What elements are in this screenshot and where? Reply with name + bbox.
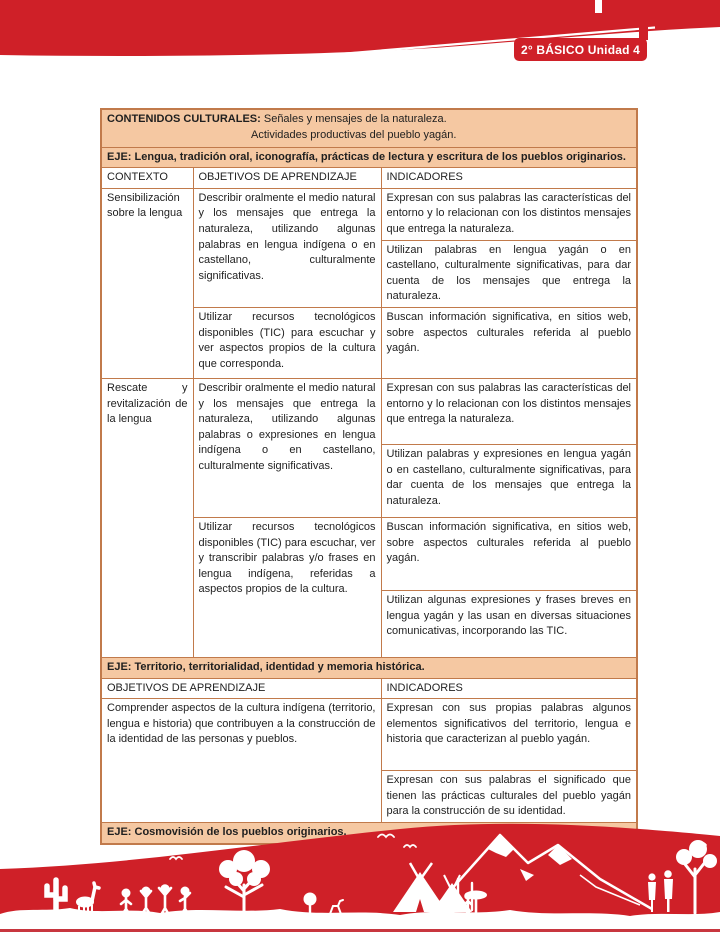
indicator-c1: Expresan con sus palabras las características del entorno y lo relacionan con los distintos mensajes que entrega la naturaleza. bbox=[381, 378, 637, 444]
eje1-cell: EJE: Lengua, tradición oral, iconografía, prácticas de lectura y escritura de los pueblos originarios. bbox=[101, 147, 637, 168]
col-indicadores: INDICADORES bbox=[381, 168, 637, 189]
table-row bbox=[101, 188, 637, 240]
objective-d: Utilizar recursos tecnológicos disponibles (TIC) para escuchar, ver y transcribir palabras y/o frases en lengua indígena, referidas a aspectos propios de la cultura. bbox=[193, 517, 381, 657]
unit-badge-label: 2° BÁSICO Unidad 4 bbox=[520, 42, 641, 57]
indicator-b1: Buscan información significativa, en sitios web, sobre aspectos culturales referida al pueblo yagán. bbox=[381, 307, 637, 378]
indicator-a1: Expresan con sus palabras las características del entorno y lo relacionan con los distintos mensajes que entrega la naturaleza. bbox=[381, 188, 637, 240]
col-objetivos: OBJETIVOS DE APRENDIZAJE bbox=[193, 168, 381, 189]
header-wave bbox=[0, 0, 720, 70]
objective-e: Comprender aspectos de la cultura indígena (territorio, lengua e historia) que contribuyen a la construcción de la identidad de las personas y pueblos. bbox=[101, 699, 381, 823]
eje2-row bbox=[101, 657, 637, 678]
eje3-cell: EJE: Cosmovisión de los pueblos originarios. bbox=[101, 823, 637, 844]
table-row bbox=[101, 699, 637, 771]
indicator-e2: Expresan con sus palabras el significado que tienen las prácticas culturales del pueblo yagán para la construcción de su identidad. bbox=[381, 771, 637, 823]
objective-b: Utilizar recursos tecnológicos disponibles (TIC) para escuchar y ver aspectos propios de la cultura que corresponda. bbox=[193, 307, 381, 378]
column-header-row-2 bbox=[101, 678, 637, 699]
column-header-row-1 bbox=[101, 168, 637, 189]
eje2-cell: EJE: Territorio, territorialidad, identidad y memoria histórica. bbox=[101, 657, 637, 678]
context-rescate: Rescate y revitalización de la lengua bbox=[101, 378, 193, 657]
contenidos-label: CONTENIDOS CULTURALES: bbox=[107, 113, 261, 125]
indicator-e1: Expresan con sus propias palabras algunos elementos significativos del territorio, lengua e historia que caracterizan al pueblo yagán. bbox=[381, 699, 637, 771]
col-contexto: CONTEXTO bbox=[101, 168, 193, 189]
col-objetivos-2: OBJETIVOS DE APRENDIZAJE bbox=[101, 678, 381, 699]
contenidos-line2: Actividades productivas del pueblo yagán. bbox=[251, 128, 457, 141]
indicator-a2: Utilizan palabras en lengua yagán o en castellano, culturalmente significativas, para dar cuenta de los mensajes que entrega la naturaleza. bbox=[381, 240, 637, 307]
context-sensibilizacion: Sensibilización sobre la lengua bbox=[101, 188, 193, 378]
footer-graphic bbox=[0, 817, 720, 932]
col-indicadores-2: INDICADORES bbox=[381, 678, 637, 699]
contenidos-cell bbox=[101, 109, 637, 147]
objective-a: Describir oralmente el medio natural y los mensajes que entrega la naturaleza, utilizando algunas palabras en lengua indígena o en castellano, culturalmente significativas. bbox=[193, 188, 381, 307]
indicator-d1: Buscan información significativa, en sitios web, sobre aspectos culturales referida al pueblo yagán. bbox=[381, 517, 637, 590]
eje1-row bbox=[101, 147, 637, 168]
table-row bbox=[101, 378, 637, 444]
curriculum-table bbox=[100, 108, 638, 845]
header-notch bbox=[595, 0, 602, 13]
contenidos-row bbox=[101, 109, 637, 147]
unit-badge bbox=[514, 38, 647, 61]
indicator-d2: Utilizan algunas expresiones y frases breves en lengua yagán y las usan en diversas situaciones comunicativas, incorporando las TIC. bbox=[381, 590, 637, 657]
objective-c: Describir oralmente el medio natural y los mensajes que entrega la naturaleza, utilizando algunas palabras o expresiones en lengua indígena o en castellano, culturalmente significativas. bbox=[193, 378, 381, 517]
footer-illustration bbox=[0, 817, 720, 932]
indicator-c2: Utilizan palabras y expresiones en lengua yagán o en castellano, culturalmente significativas, para dar cuenta de los mensajes que entrega la naturaleza. bbox=[381, 444, 637, 517]
contenidos-line1: Señales y mensajes de la naturaleza. bbox=[263, 113, 447, 125]
